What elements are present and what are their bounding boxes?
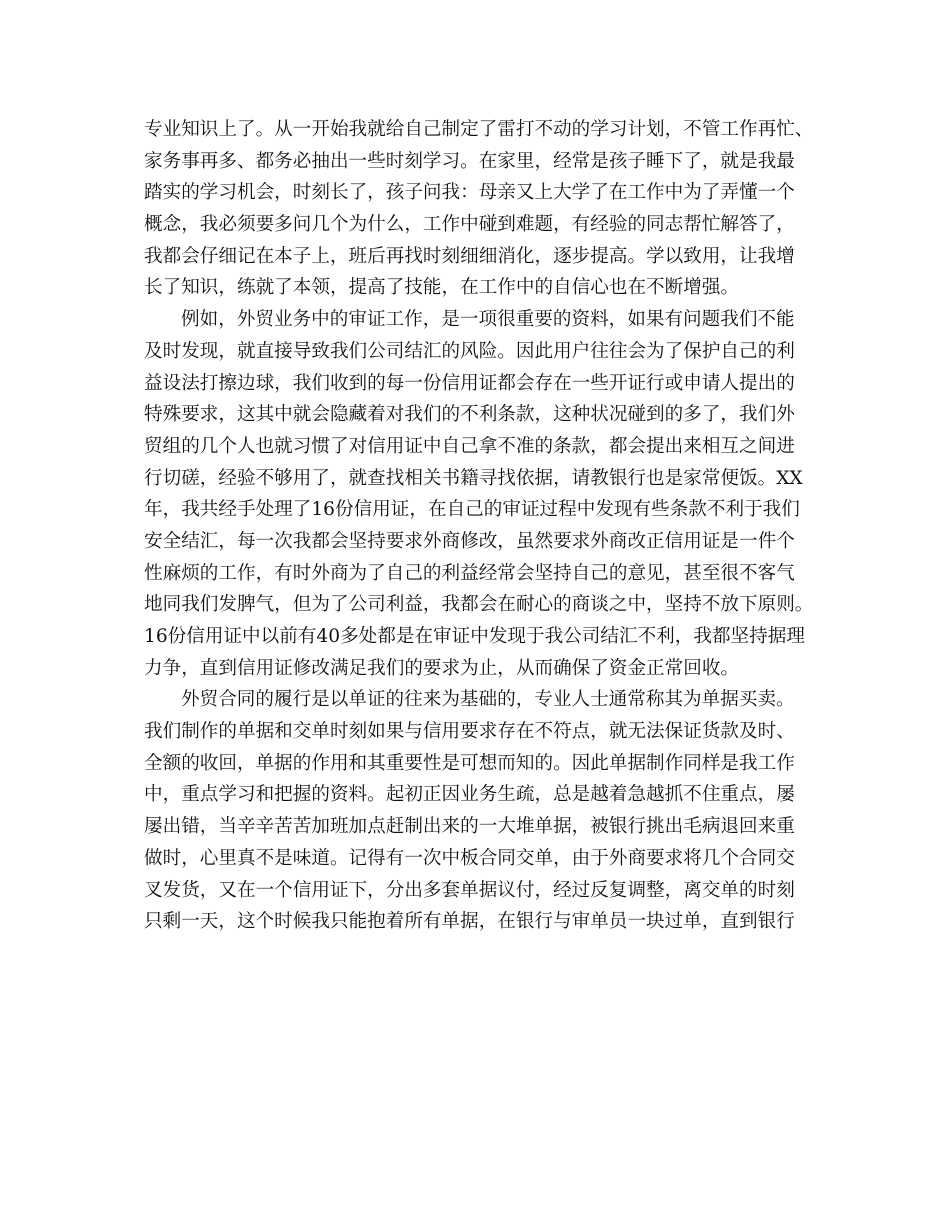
paragraph-start-line: 例如，外贸业务中的审证工作，是一项很重要的资料，如果有问题我们不能: [181, 309, 795, 331]
text-line: 只剩一天，这个时候我只能抱着所有单据，在银行与审单员一块过单，直到银行: [144, 911, 795, 933]
body-text: [144, 114, 814, 938]
text-line: 地同我们发脾气，但为了公司利益，我都会在耐心的商谈之中，坚持不放下原则。: [144, 594, 814, 616]
text-line: 专业知识上了。从一开始我就给自己制定了雷打不动的学习计划，不管工作再忙、: [144, 119, 814, 140]
text-line: 做时，心里真不是味道。记得有一次中板合同交单，由于外商要求将几个合同交: [144, 847, 795, 869]
text-line: 特殊要求，这其中就会隐藏着对我们的不利条款，这种状况碰到的多了，我们外: [144, 404, 795, 426]
text-line: 益设法打擦边球，我们收到的每一份信用证都会存在一些开证行或申请人提出的: [144, 372, 795, 394]
text-line: 我们制作的单据和交单时刻如果与信用要求存在不符点，就无法保证货款及时、: [144, 721, 795, 743]
text-line: 及时发现，就直接导致我们公司结汇的风险。因此用户往往会为了保护自己的利: [144, 340, 795, 362]
text-line: 力争，直到信用证修改满足我们的要求为止，从而确保了资金正常回收。: [144, 657, 740, 679]
paragraph-start-line: 外贸合同的履行是以单证的往来为基础的，专业人士通常称其为单据买卖。: [181, 689, 795, 711]
text-line: 概念，我必须要多问几个为什么，工作中碰到难题，有经验的同志帮忙解答了，: [144, 214, 795, 236]
text-line: 踏实的学习机会，时刻长了，孩子问我：母亲又上大学了在工作中为了弄懂一个: [144, 182, 795, 204]
text-line: 贸组的几个人也就习惯了对信用证中自己拿不准的条款，都会提出来相互之间进: [144, 435, 795, 457]
text-line: 长了知识，练就了本领，提高了技能，在工作中的自信心也在不断增强。: [144, 277, 740, 299]
text-line: 叉发货，又在一个信用证下，分出多套单据议付，经过反复调整，离交单的时刻: [144, 879, 795, 901]
text-line: 性麻烦的工作，有时外商为了自己的利益经常会坚持自己的意见，甚至很不客气: [144, 562, 795, 584]
text-line: 全额的收回，单据的作用和其重要性是可想而知的。因此单据制作同样是我工作: [144, 752, 795, 774]
text-line: 安全结汇，每一次我都会坚持要求外商修改，虽然要求外商改正信用证是一件个: [144, 530, 795, 552]
text-line: 屡出错，当辛辛苦苦加班加点赶制出来的一大堆单据，被银行挑出毛病退回来重: [144, 816, 795, 838]
text-line: 年，我共经手处理了16份信用证，在自己的审证过程中发现有些条款不利于我们: [144, 499, 800, 521]
text-line: 家务事再多、都务必抽出一些时刻学习。在家里，经常是孩子睡下了，就是我最: [144, 150, 795, 172]
text-line: 我都会仔细记在本子上，班后再找时刻细细消化，逐步提高。学以致用，让我增: [144, 245, 795, 267]
text-line: 行切磋，经验不够用了，就查找相关书籍寻找依据，请教银行也是家常便饭。XX: [144, 467, 803, 489]
text-line: 中，重点学习和把握的资料。起初正因业务生疏，总是越着急越抓不住重点，屡: [144, 784, 795, 806]
text-line: 16份信用证中以前有40多处都是在审证中发现于我公司结汇不利，我都坚持据理: [144, 626, 805, 647]
